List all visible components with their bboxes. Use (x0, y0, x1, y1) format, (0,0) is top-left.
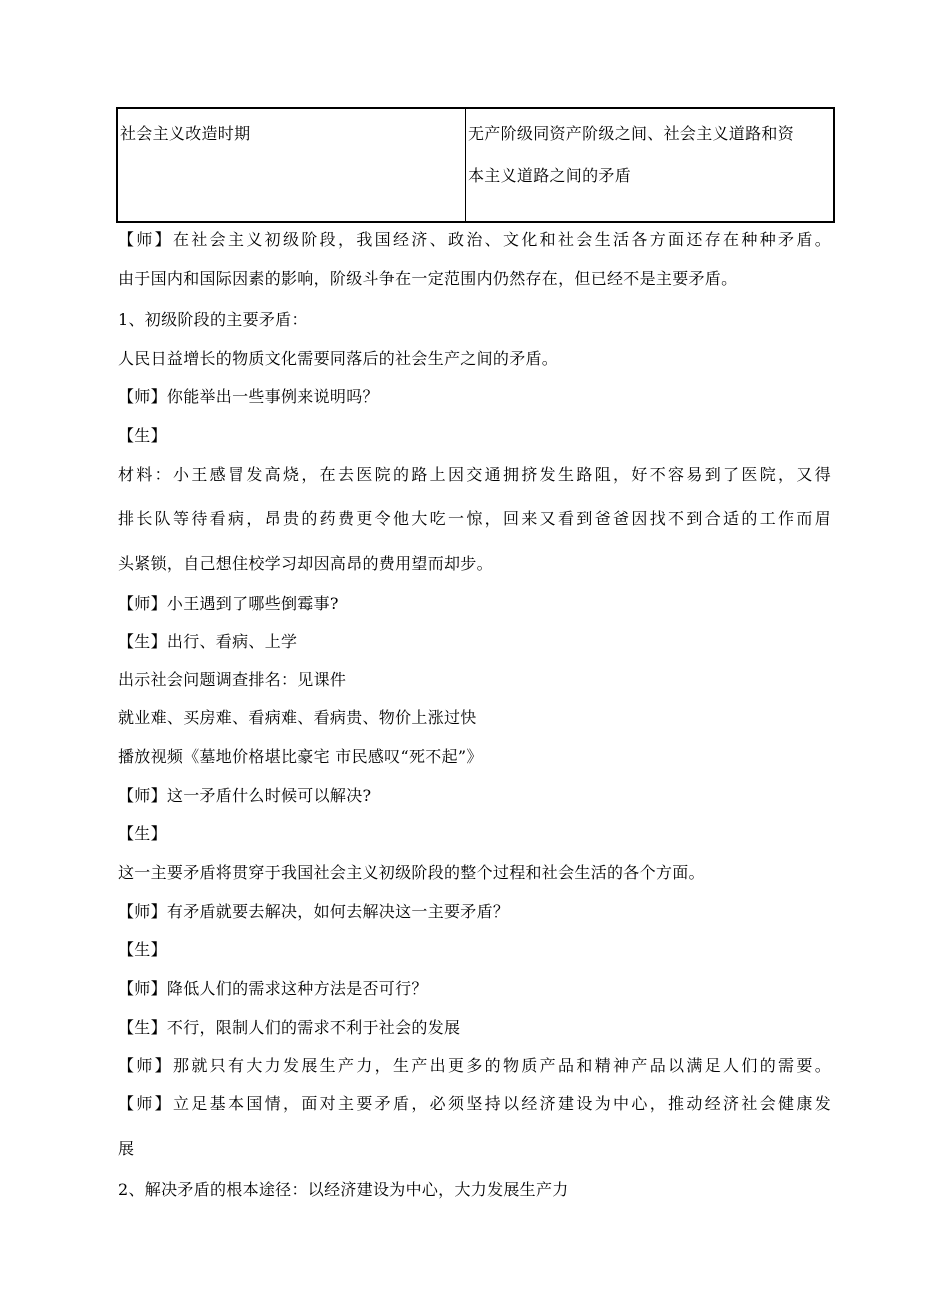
paragraph-line: 出示社会问题调查排名：见课件 (118, 670, 347, 689)
paragraph-line: 人民日益增长的物质文化需要同落后的社会生产之间的矛盾。 (118, 349, 559, 368)
student-line: 【生】 (118, 426, 167, 445)
teacher-line: 【师】小王遇到了哪些倒霉事? (118, 594, 339, 613)
material-line: 头紧锁，自己想住校学习却因高昂的费用望而却步。 (118, 554, 493, 573)
student-line: 【生】出行、看病、上学 (118, 632, 298, 651)
paragraph-line: 【师】在社会主义初级阶段，我国经济、政治、文化和社会生活各方面还存在种种矛盾。 (118, 230, 831, 249)
paragraph-line: 由于国内和国际因素的影响，阶级斗争在一定范围内仍然存在，但已经不是主要矛盾。 (118, 269, 738, 288)
contradiction-text-line-1: 无产阶级同资产阶级之间、社会主义道路和资 (468, 124, 795, 143)
material-line: 排长队等待看病，昂贵的药费更令他大吃一惊，回来又看到爸爸因找不到合适的工作而眉 (118, 509, 831, 528)
contradiction-cell (466, 109, 834, 222)
period-cell (118, 109, 466, 222)
teacher-line: 【师】立足基本国情，面对主要矛盾，必须坚持以经济建设为中心，推动经济社会健康发 (118, 1094, 831, 1113)
section-heading: 2、解决矛盾的根本途径：以经济建设为中心，大力发展生产力 (118, 1180, 569, 1199)
contradiction-text-line-2: 本主义道路之间的矛盾 (468, 166, 632, 185)
student-line: 【生】 (118, 940, 167, 959)
period-contradiction-table (117, 108, 834, 222)
paragraph-line: 播放视频《墓地价格堪比豪宅 市民感叹“死不起”》 (118, 747, 483, 766)
student-line: 【生】不行，限制人们的需求不利于社会的发展 (118, 1018, 461, 1037)
paragraph-line: 这一主要矛盾将贯穿于我国社会主义初级阶段的整个过程和社会生活的各个方面。 (118, 863, 705, 882)
material-line: 材料：小王感冒发高烧，在去医院的路上因交通拥挤发生路阻，好不容易到了医院，又得 (118, 465, 831, 484)
table-row (118, 109, 834, 222)
section-heading: 1、初级阶段的主要矛盾： (118, 310, 308, 329)
teacher-line-continuation: 展 (118, 1139, 135, 1158)
teacher-line: 【师】有矛盾就要去解决，如何去解决这一主要矛盾？ (118, 902, 510, 921)
teacher-line: 【师】你能举出一些事例来说明吗？ (118, 387, 379, 406)
paragraph-line: 就业难、买房难、看病难、看病贵、物价上涨过快 (118, 708, 477, 727)
teacher-line: 【师】那就只有大力发展生产力，生产出更多的物质产品和精神产品以满足人们的需要。 (118, 1056, 831, 1075)
teacher-line: 【师】这一矛盾什么时候可以解决? (118, 786, 372, 805)
student-line: 【生】 (118, 824, 167, 843)
teacher-line: 【师】降低人们的需求这种方法是否可行？ (118, 979, 428, 998)
period-text: 社会主义改造时期 (120, 124, 251, 143)
